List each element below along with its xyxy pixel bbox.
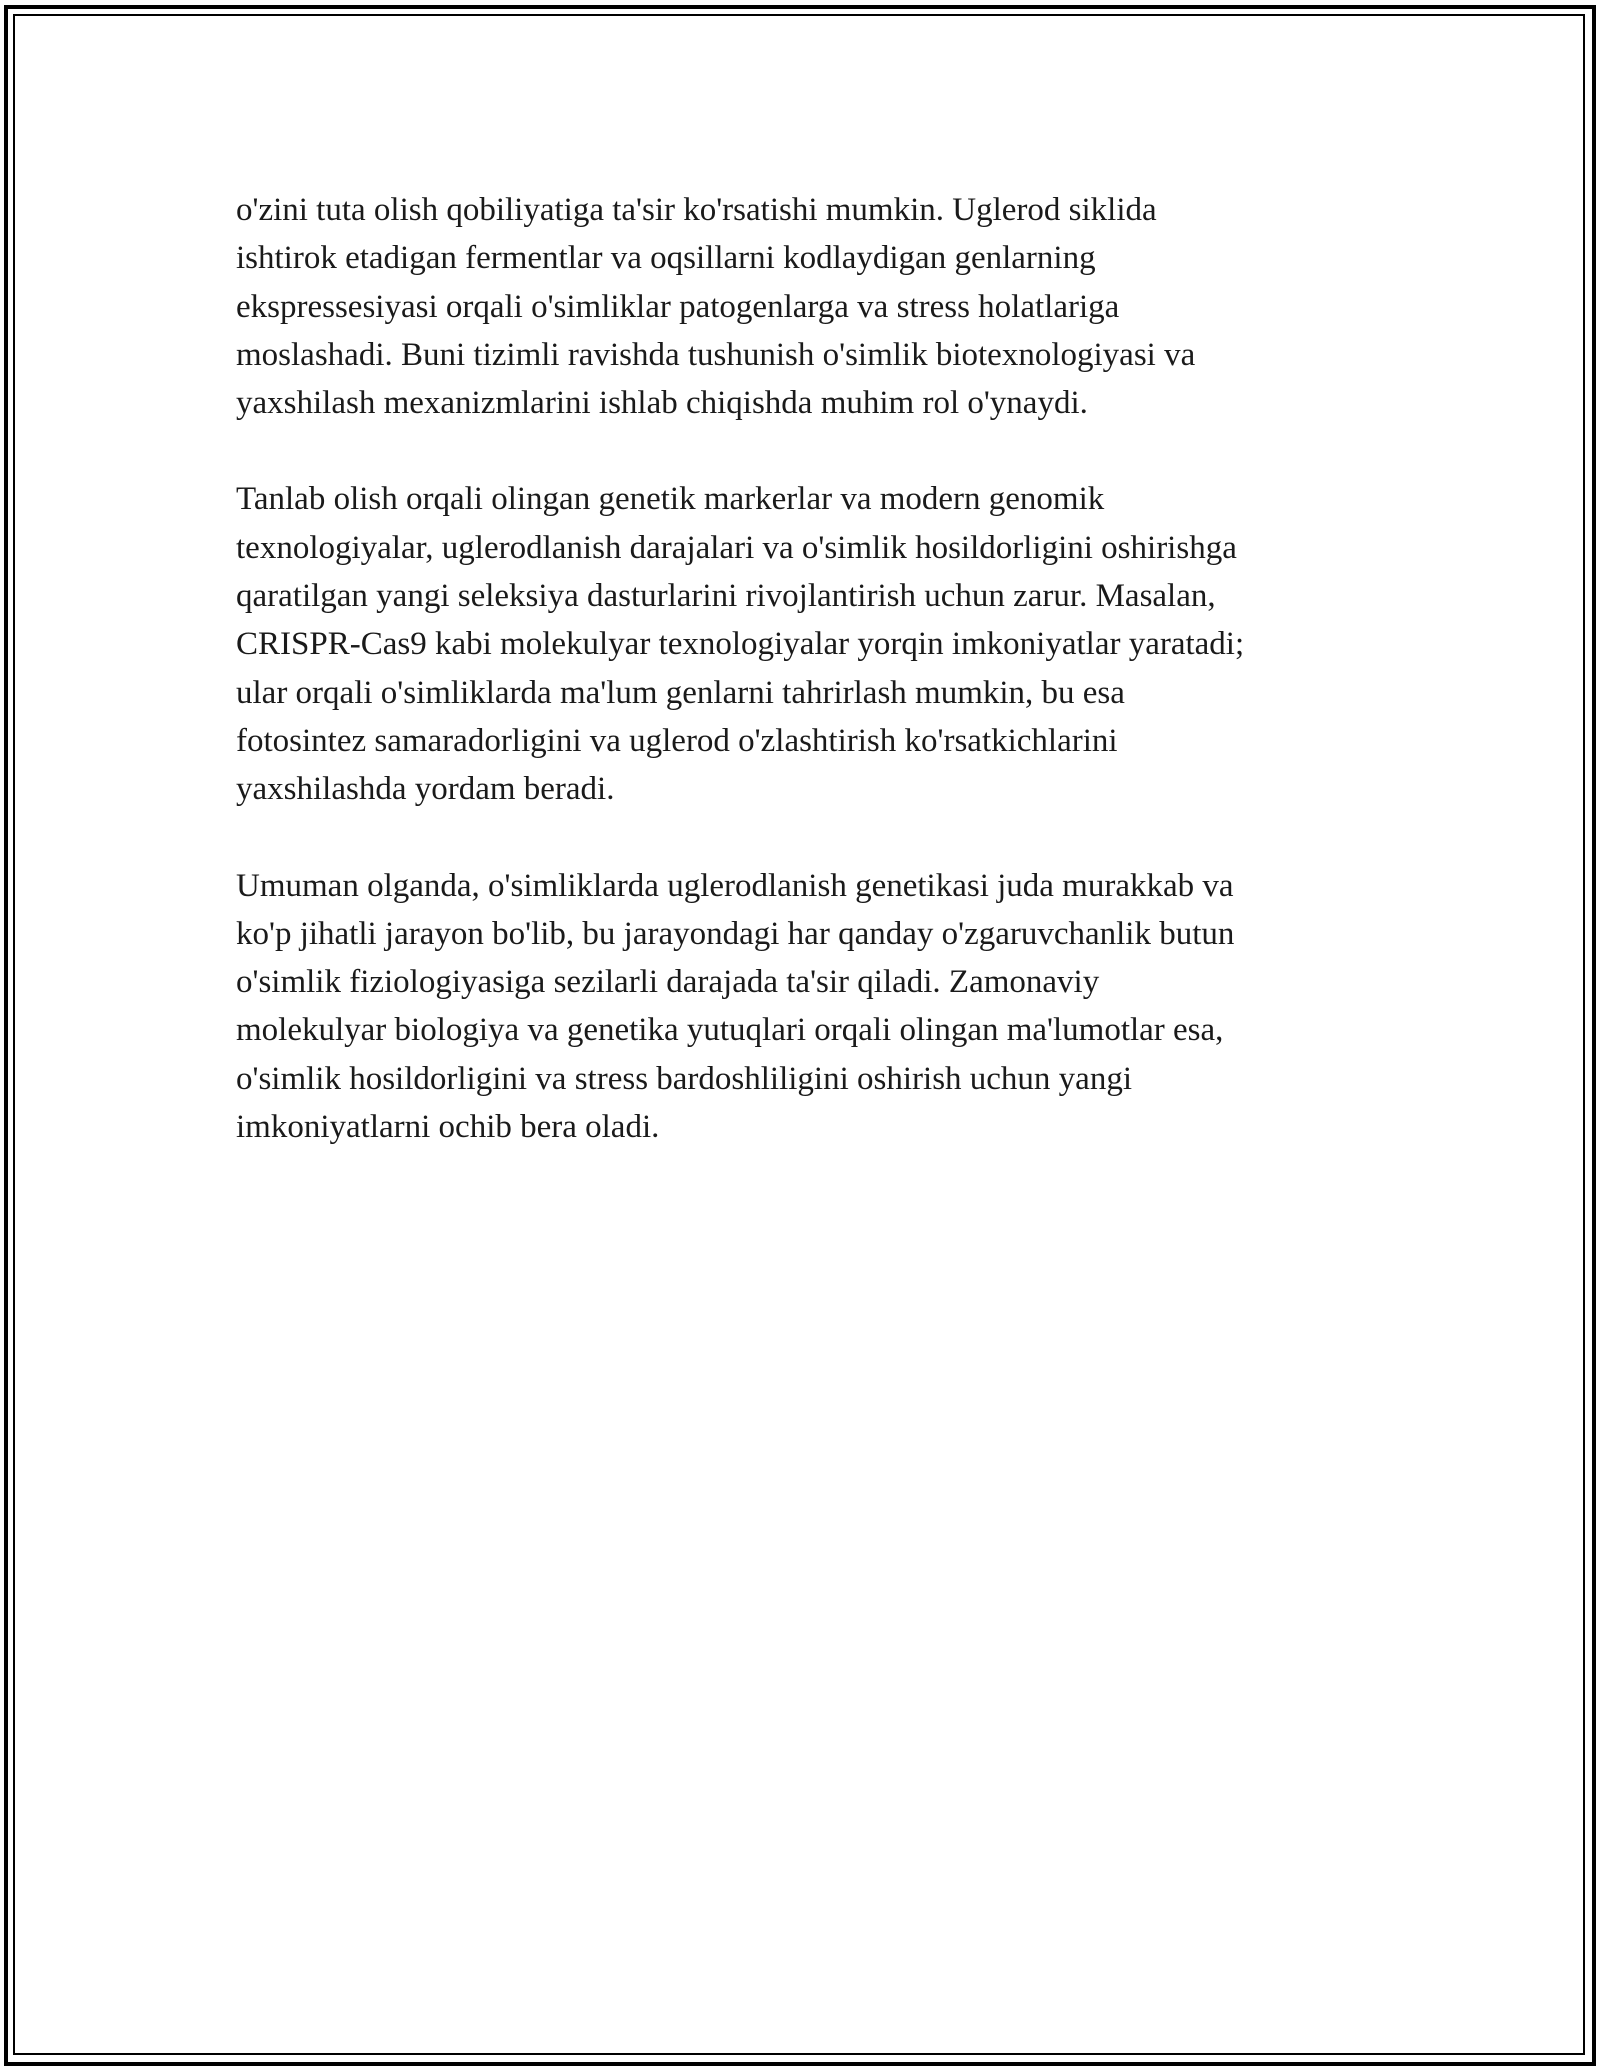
paragraph-2: Tanlab olish orqali olingan genetik markerlar va modern genomik texnologiyalar, uglerodlanish darajalari va o'simlik hosildorligini oshirishga qaratilgan yangi seleksiya dasturlarini rivojlantirish uchun zarur. Masalan, CRISPR-Cas9 kabi molekulyar texnologiyalar yorqin imkoniyatlar yaratadi; ular orqali o'simliklarda ma'lum genlarni tahrirlash mumkin, bu esa fotosintez samaradorligini va uglerod o'zlashtirish ko'rsatkichlarini yaxshilashda yordam beradi. [236, 481, 1245, 808]
paragraph-3: Umuman olganda, o'simliklarda uglerodlanish genetikasi juda murakkab va ko'p jihatli jarayon bo'lib, bu jarayondagi har qanday o'zgaruvchanlik butun o'simlik fiziologiyasiga sezilarli darajada ta'sir qiladi. Zamonaviy molekulyar biologiya va genetika yutuqlari orqali olingan ma'lumotlar esa, o'simlik hosildorligini va stress bardoshliligini oshirish uchun yangi imkoniyatlarni ochib bera oladi. [236, 867, 1235, 1146]
paragraph-1: o'zini tuta olish qobiliyatiga ta'sir ko'rsatishi mumkin. Uglerod siklida ishtirok etadigan fermentlar va oqsillarni kodlaydigan genlarning ekspressesiyasi orqali o'simliklar patogenlarga va stress holatlariga moslashadi. Buni tizimli ravishda tushunish o'simlik biotexnologiyasi va yaxshilash mexanizmlarini ishlab chiqishda muhim rol o'ynaydi. [236, 192, 1196, 422]
document-body [236, 186, 1376, 1199]
